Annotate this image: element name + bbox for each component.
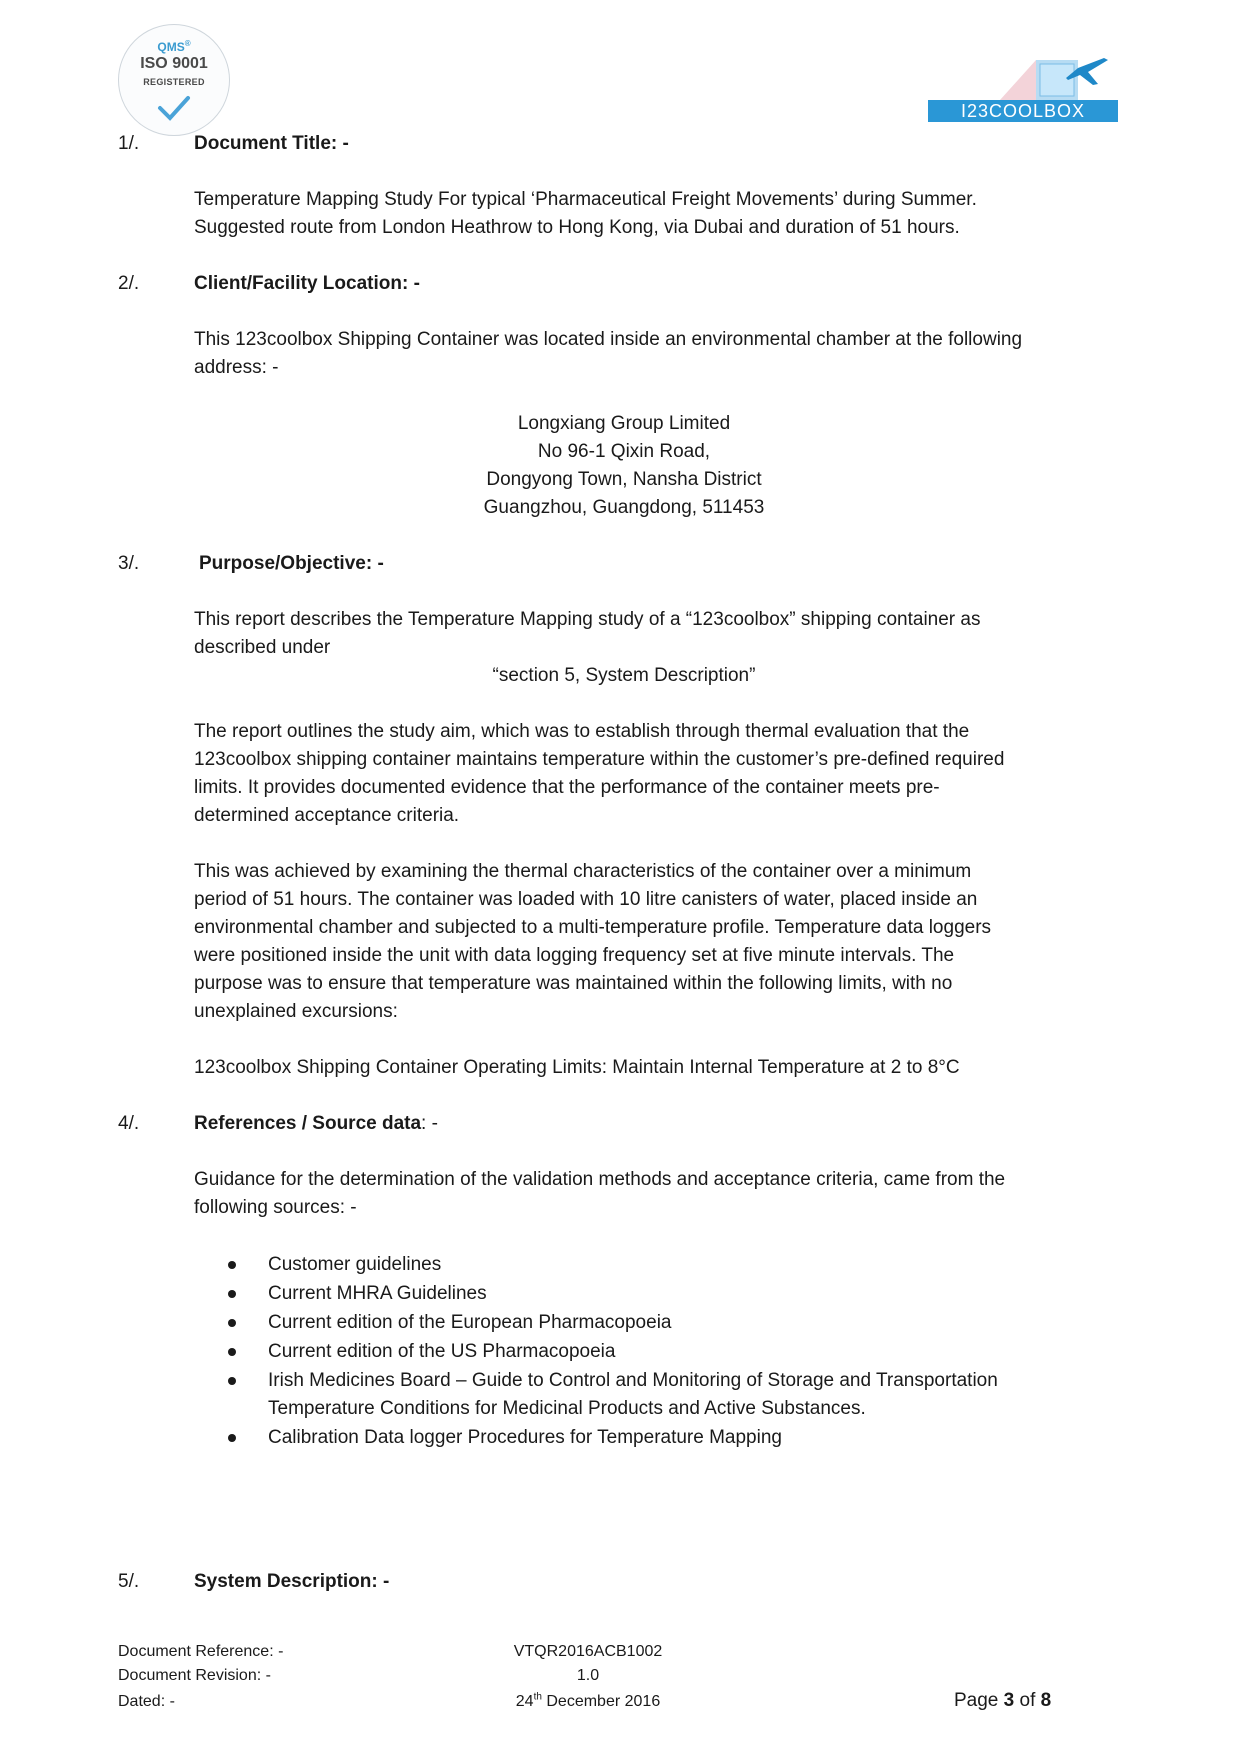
- footer-revision-value: 1.0: [576, 1667, 600, 1684]
- bullet-icon: [228, 1290, 236, 1298]
- qms-badge-line2: ISO 9001: [140, 55, 208, 72]
- bullet-icon: [228, 1348, 236, 1356]
- list-item: Current edition of the European Pharmacopoeia: [268, 1312, 672, 1333]
- section-4-heading-suffix: : -: [421, 1113, 438, 1134]
- section-1-heading: Document Title: -: [194, 133, 349, 154]
- section-3-heading: Purpose/Objective: -: [199, 553, 384, 574]
- section-5-number: 5/.: [118, 1571, 140, 1592]
- page-current: 3: [1003, 1690, 1015, 1711]
- bullet-icon: [228, 1434, 236, 1442]
- section-2-heading: Client/Facility Location: -: [194, 273, 420, 294]
- brand-logo-text: I23COOLBOX: [928, 100, 1118, 122]
- list-item-continuation: Temperature Conditions for Medicinal Products and Active Substances.: [268, 1398, 866, 1419]
- qms-iso-badge: [118, 24, 230, 136]
- section-5-heading: System Description: -: [194, 1571, 390, 1592]
- footer-date-day: 24: [515, 1693, 534, 1710]
- list-item: Calibration Data logger Procedures for Temperature Mapping: [268, 1427, 782, 1448]
- section-1-text-line1: Temperature Mapping Study For typical ‘Pharmaceutical Freight Movements’ during Summer.: [194, 189, 977, 210]
- brand-logo: [928, 50, 1118, 122]
- footer-date-rest: December 2016: [541, 1693, 661, 1710]
- address-line: No 96-1 Qixin Road,: [537, 441, 711, 462]
- list-item: Current edition of the US Pharmacopoeia: [268, 1341, 616, 1362]
- page-total: 8: [1040, 1690, 1052, 1711]
- section-3-p1-line2: described under: [194, 637, 331, 658]
- list-item: Current MHRA Guidelines: [268, 1283, 487, 1304]
- section-4-number: 4/.: [118, 1113, 140, 1134]
- section-2-text-line2: address: -: [194, 357, 279, 378]
- section-3-p2-line: limits. It provides documented evidence that the performance of the container meets pre-: [194, 777, 940, 798]
- page-number: [954, 1688, 1051, 1714]
- section-3-p3-line: environmental chamber and subjected to a multi-temperature profile. Temperature data loggers: [194, 917, 992, 938]
- section-3-p3-line: This was achieved by examining the thermal characteristics of the container over a minimum: [194, 861, 972, 882]
- bullet-icon: [228, 1319, 236, 1327]
- operating-limits-text: 123coolbox Shipping Container Operating Limits: Maintain Internal Temperature at 2 to 8°C: [194, 1057, 960, 1078]
- checkmark-icon: [157, 95, 191, 121]
- section-3-p2-line: determined acceptance criteria.: [194, 805, 460, 826]
- section-3-p2-line: The report outlines the study aim, which was to establish through thermal evaluation that the: [194, 721, 970, 742]
- bullet-icon: [228, 1261, 236, 1269]
- page-mid: of: [1014, 1690, 1041, 1711]
- page-prefix: Page: [954, 1690, 1004, 1711]
- section-3-number: 3/.: [118, 553, 140, 574]
- address-line: Longxiang Group Limited: [517, 413, 731, 434]
- section-3-p3-line: period of 51 hours. The container was loaded with 10 litre canisters of water, placed inside an: [194, 889, 978, 910]
- section-4-intro-line1: Guidance for the determination of the validation methods and acceptance criteria, came from the: [194, 1169, 1006, 1190]
- qms-registered-mark: ®: [184, 39, 191, 48]
- footer-reference-value: VTQR2016ACB1002: [513, 1643, 663, 1660]
- section-3-p3-line: unexplained excursions:: [194, 1001, 398, 1022]
- section-3-p1-line3: “section 5, System Description”: [492, 665, 756, 686]
- section-4-heading-text: References / Source data: [194, 1113, 422, 1134]
- section-4-heading: [194, 1110, 438, 1138]
- qms-badge-line1: QMS: [157, 40, 185, 54]
- section-3-p2-line: 123coolbox shipping container maintains temperature within the customer’s pre-defined required: [194, 749, 1005, 770]
- footer-revision-label: Document Revision: -: [118, 1667, 271, 1684]
- list-item: Irish Medicines Board – Guide to Control and Monitoring of Storage and Transportation: [268, 1370, 998, 1391]
- footer-date-suffix: th: [533, 1691, 542, 1703]
- footer-date-value: [488, 1691, 688, 1713]
- address-line: Guangzhou, Guangdong, 511453: [483, 497, 765, 518]
- section-3-p3-line: were positioned inside the unit with data logging frequency set at five minute intervals. The: [194, 945, 955, 966]
- section-1-text-line2: Suggested route from London Heathrow to Hong Kong, via Dubai and duration of 51 hours.: [194, 217, 960, 238]
- footer-reference-label: Document Reference: -: [118, 1643, 284, 1660]
- bullet-icon: [228, 1377, 236, 1385]
- footer-date-label: Dated: -: [118, 1693, 175, 1710]
- plane-box-icon: [928, 50, 1118, 102]
- address-line: Dongyong Town, Nansha District: [486, 469, 762, 490]
- qms-badge-line3: REGISTERED: [143, 77, 205, 87]
- list-item: Customer guidelines: [268, 1254, 442, 1275]
- section-1-number: 1/.: [118, 133, 140, 154]
- section-2-number: 2/.: [118, 273, 140, 294]
- section-3-p3-line: purpose was to ensure that temperature was maintained within the following limits, with no: [194, 973, 953, 994]
- section-2-text-line1: This 123coolbox Shipping Container was located inside an environmental chamber at the following: [194, 329, 1023, 350]
- section-3-p1-line1: This report describes the Temperature Mapping study of a “123coolbox” shipping container as: [194, 609, 981, 630]
- section-4-intro-line2: following sources: -: [194, 1197, 357, 1218]
